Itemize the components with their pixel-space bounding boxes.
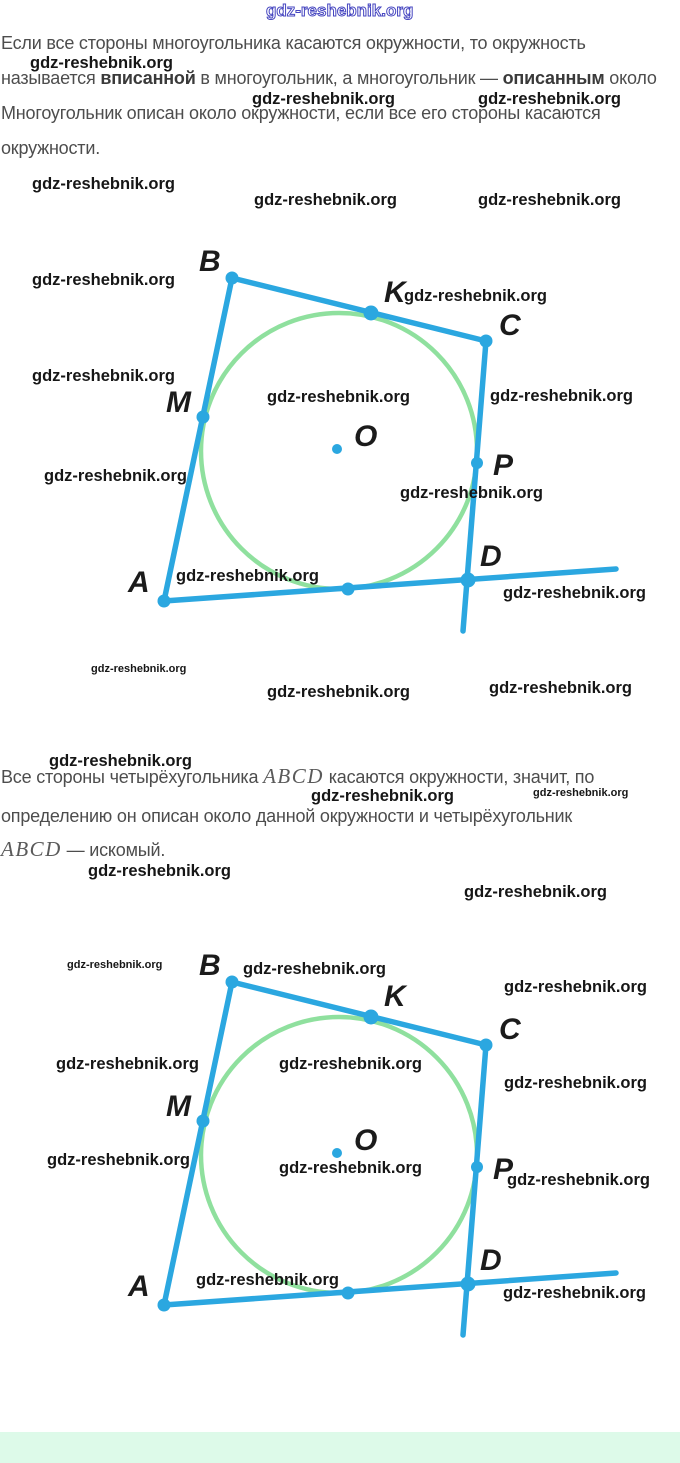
paragraph2-line3 [1,837,165,862]
point-A [158,1299,171,1312]
label-C: C [499,1013,521,1046]
center-O [332,1148,342,1158]
tangent-point-M [197,1115,210,1128]
site-watermark: gdz-reshebnik.org [91,663,187,675]
term-circumscribed: описанным [502,68,605,88]
bottom-highlight-band [0,1432,680,1463]
site-watermark: gdz-reshebnik.org [176,567,320,585]
tangent-point-bottom [342,1287,355,1300]
tangent-point-K [364,1010,379,1025]
site-watermark: gdz-reshebnik.org [88,862,232,880]
site-watermark: gdz-reshebnik.org [533,787,629,799]
site-watermark: gdz-reshebnik.org [44,467,188,485]
site-watermark: gdz-reshebnik.org [243,960,387,978]
site-watermark: gdz-reshebnik.org [49,752,193,770]
tangent-point-bottom [342,583,355,596]
site-watermark: gdz-reshebnik.org [252,90,396,108]
label-O: O [354,420,378,453]
label-K: K [384,276,406,309]
site-watermark: gdz-reshebnik.org [47,1151,191,1169]
paragraph2-line1-post: касаются окружности, значит, по [323,767,595,787]
label-D: D [480,1244,502,1277]
diagram-points [158,272,493,608]
site-watermark: gdz-reshebnik.org [400,484,544,502]
site-watermark: gdz-reshebnik.org [67,959,163,971]
paragraph1-line1: Если все стороны многоугольника касаются окружности, то окружность [1,33,586,53]
paragraph1-line3: Многоугольник описан около окружности, если все его стороны касаются [1,103,601,123]
site-watermark: gdz-reshebnik.org [32,175,176,193]
label-P: P [493,449,514,482]
label-B: B [199,245,221,278]
paragraph2-line2: определению он описан около данной окружности и четырёхугольник [1,806,573,826]
site-watermark: gdz-reshebnik.org [464,883,608,901]
label-P: P [493,1153,514,1186]
site-watermark-outlined: gdz-reshebnik.org [266,1,414,20]
site-watermark: gdz-reshebnik.org [478,90,622,108]
paragraph1-line2-mid: в многоугольник, а многоугольник — [195,68,503,88]
paragraph2-line1-pre: Все стороны четырёхугольника [1,767,264,787]
paragraph1-line4: окружности. [1,138,100,158]
tangent-point-P [471,1161,483,1173]
math-ABCD: ABCD [1,837,62,861]
point-D [461,1277,476,1292]
term-inscribed: вписанной [100,68,196,88]
side-AB [164,982,232,1305]
site-watermark: gdz-reshebnik.org [267,683,411,701]
point-C [480,335,493,348]
site-watermark: gdz-reshebnik.org [507,1171,651,1189]
point-B [226,976,239,989]
label-M: M [166,386,191,419]
site-watermark: gdz-reshebnik.org [30,54,174,72]
tangent-point-P [471,457,483,469]
diagram-points [158,976,493,1312]
point-A [158,595,171,608]
point-B [226,272,239,285]
site-watermark: gdz-reshebnik.org [404,287,548,305]
label-B: B [199,949,221,982]
point-D [461,573,476,588]
site-watermark: gdz-reshebnik.org [503,1284,647,1302]
site-watermark: gdz-reshebnik.org [503,584,647,602]
site-watermark: gdz-reshebnik.org [478,191,622,209]
site-watermark: gdz-reshebnik.org [56,1055,200,1073]
site-watermark: gdz-reshebnik.org [504,1074,648,1092]
label-D: D [480,540,502,573]
site-watermark: gdz-reshebnik.org [279,1055,423,1073]
label-O: O [354,1124,378,1157]
site-watermark: gdz-reshebnik.org [267,388,411,406]
tangent-point-K [364,306,379,321]
site-watermark: gdz-reshebnik.org [490,387,634,405]
site-watermark: gdz-reshebnik.org [279,1159,423,1177]
circumscribed-quadrilateral-diagram-1 [0,240,680,640]
site-watermark: gdz-reshebnik.org [32,271,176,289]
paragraph1-line2-post: около [604,68,657,88]
site-watermark: gdz-reshebnik.org [254,191,398,209]
site-watermark: gdz-reshebnik.org [311,787,455,805]
paragraph1-line2-pre: называется [1,68,101,88]
site-watermark: gdz-reshebnik.org [196,1271,340,1289]
label-K: K [384,980,406,1013]
label-C: C [499,309,521,342]
diagram-labels [127,949,522,1303]
point-C [480,1039,493,1052]
side-AB [164,278,232,601]
label-M: M [166,1090,191,1123]
site-watermark: gdz-reshebnik.org [32,367,176,385]
tangent-point-M [197,411,210,424]
site-watermark: gdz-reshebnik.org [489,679,633,697]
label-A: A [128,1270,150,1303]
math-ABCD: ABCD [263,764,324,788]
side-CD-extended [463,1045,486,1335]
paragraph2-line3-post: — искомый. [61,840,166,860]
center-O [332,444,342,454]
site-watermark: gdz-reshebnik.org [504,978,648,996]
label-A: A [128,566,150,599]
